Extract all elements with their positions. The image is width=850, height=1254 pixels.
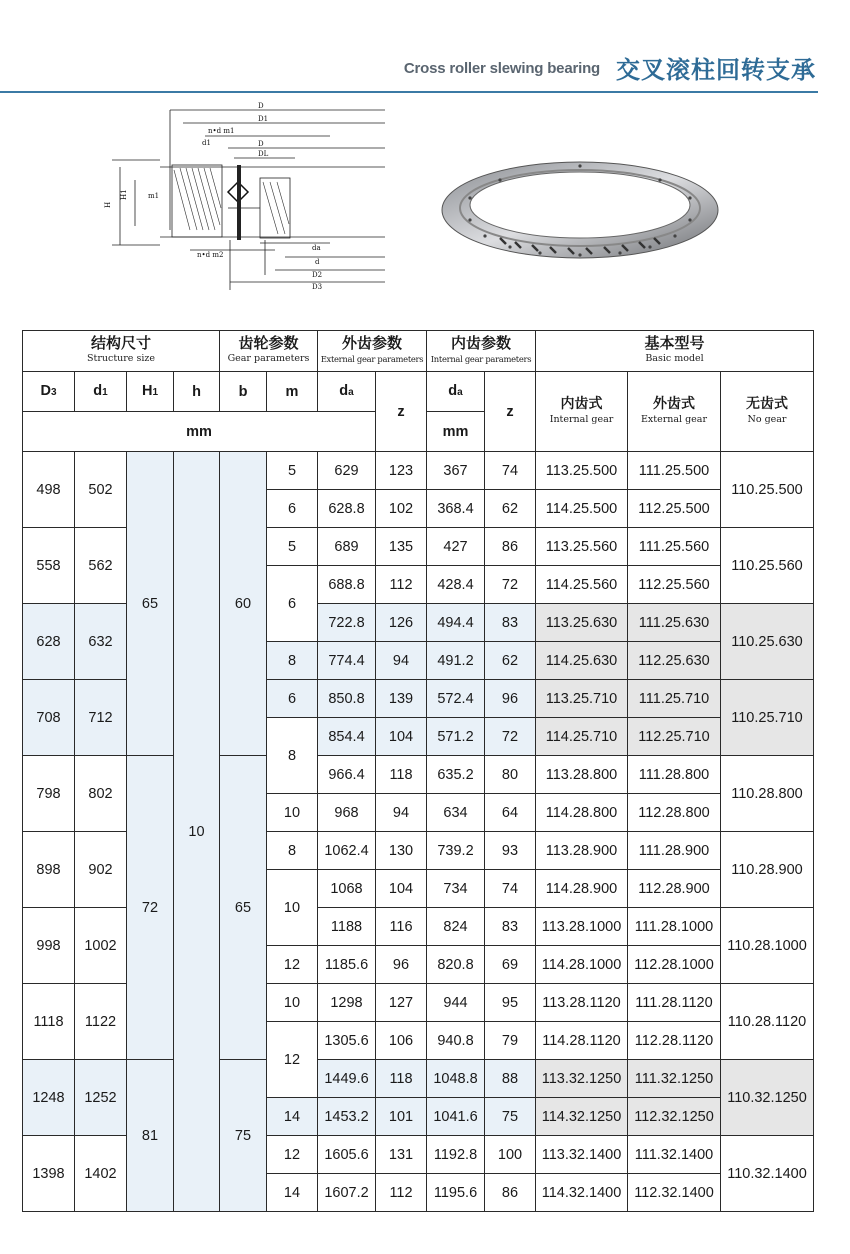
cell-m: 8: [267, 832, 318, 870]
cell-d1: 712: [75, 680, 127, 756]
cell-z-int: 96: [485, 680, 536, 718]
cell-external-model: 111.32.1400: [628, 1136, 721, 1174]
group-basic-model: [536, 331, 814, 372]
cell-d1: 502: [75, 452, 127, 528]
cell-nogear-model: 110.28.1120: [721, 984, 814, 1060]
cell-internal-model: 113.28.800: [536, 756, 628, 794]
cell-external-model: 111.25.500: [628, 452, 721, 490]
cell-D3: 708: [23, 680, 75, 756]
cell-internal-model: 113.28.1000: [536, 908, 628, 946]
cell-nogear-model: 110.25.500: [721, 452, 814, 528]
cell-da-ext: 1188: [318, 908, 376, 946]
cell-internal-model: 113.28.900: [536, 832, 628, 870]
cell-internal-model: 114.25.500: [536, 490, 628, 528]
cell-external-model: 111.28.900: [628, 832, 721, 870]
cell-da-ext: 688.8: [318, 566, 376, 604]
cell-external-model: 112.25.710: [628, 718, 721, 756]
cell-external-model: 112.25.560: [628, 566, 721, 604]
cell-m: 14: [267, 1174, 318, 1212]
cell-z-ext: 116: [376, 908, 427, 946]
cell-d1: 1122: [75, 984, 127, 1060]
svg-text:D: D: [258, 140, 264, 148]
sym-sub: a: [348, 386, 354, 398]
cell-nogear-model: 110.28.800: [721, 756, 814, 832]
cell-da-ext: 1453.2: [318, 1098, 376, 1136]
cross-section-drawing: [100, 100, 390, 300]
group-cn: 内齿参数: [450, 334, 511, 352]
cell-internal-model: 114.28.1120: [536, 1022, 628, 1060]
cell-internal-model: 114.25.630: [536, 642, 628, 680]
sym-sub: 1: [152, 386, 159, 398]
svg-text:H: H: [104, 201, 112, 208]
cell-d1: 1402: [75, 1136, 127, 1212]
sym-sub: 1: [102, 386, 108, 398]
cell-z-int: 64: [485, 794, 536, 832]
cell-da-ext: 689: [318, 528, 376, 566]
group-structure-size: [23, 331, 220, 372]
cell-d1: 562: [75, 528, 127, 604]
cell-z-ext: 96: [376, 946, 427, 984]
cell-da-ext: 774.4: [318, 642, 376, 680]
col-z-int: z: [485, 372, 536, 452]
cell-da-ext: 854.4: [318, 718, 376, 756]
cell-z-int: 83: [485, 908, 536, 946]
cell-m: 10: [267, 984, 318, 1022]
col-no-gear: [721, 372, 814, 452]
model-en: External gear: [640, 413, 708, 425]
cell-nogear-model: 110.32.1250: [721, 1060, 814, 1136]
cell-nogear-model: 110.28.1000: [721, 908, 814, 984]
cell-external-model: 111.28.1000: [628, 908, 721, 946]
group-gear-parameters: [220, 331, 318, 372]
sym-main: d: [93, 382, 103, 399]
cell-internal-model: 113.28.1120: [536, 984, 628, 1022]
cell-nogear-model: 110.25.710: [721, 680, 814, 756]
cell-nogear-model: 110.25.560: [721, 528, 814, 604]
cell-internal-model: 113.25.710: [536, 680, 628, 718]
cell-m: 12: [267, 1022, 318, 1098]
cell-z-ext: 104: [376, 718, 427, 756]
cell-internal-model: 114.28.1000: [536, 946, 628, 984]
cell-m: 5: [267, 528, 318, 566]
cell-z-int: 75: [485, 1098, 536, 1136]
group-cn: 外齿参数: [341, 334, 402, 352]
model-cn: 外齿式: [653, 395, 695, 412]
bearing-photo: [440, 160, 720, 265]
cell-z-ext: 131: [376, 1136, 427, 1174]
cell-internal-model: 114.28.800: [536, 794, 628, 832]
cell-D3: 1248: [23, 1060, 75, 1136]
col-da-ext: [318, 372, 376, 412]
cell-z-ext: 104: [376, 870, 427, 908]
cell-da-ext: 966.4: [318, 756, 376, 794]
cell-da-ext: 1062.4: [318, 832, 376, 870]
cell-external-model: 112.28.1000: [628, 946, 721, 984]
cell-da-ext: 968: [318, 794, 376, 832]
cell-b: 65: [220, 756, 267, 1060]
cell-da-ext: 1298: [318, 984, 376, 1022]
sym-main: d: [448, 382, 458, 399]
cell-z-ext: 106: [376, 1022, 427, 1060]
cell-da-int: 635.2: [427, 756, 485, 794]
cell-da-ext: 1607.2: [318, 1174, 376, 1212]
group-cn: 基本型号: [644, 334, 705, 352]
cell-internal-model: 114.25.710: [536, 718, 628, 756]
col-H1: [127, 372, 174, 412]
cell-da-ext: 1449.6: [318, 1060, 376, 1098]
cell-z-ext: 102: [376, 490, 427, 528]
group-external-gear: [318, 331, 427, 372]
svg-text:m1: m1: [148, 192, 160, 200]
cell-D3: 798: [23, 756, 75, 832]
cell-external-model: 111.25.710: [628, 680, 721, 718]
group-en: Gear parameters: [227, 353, 310, 364]
cell-z-int: 79: [485, 1022, 536, 1060]
model-cn: 无齿式: [746, 395, 788, 412]
svg-text:H1: H1: [120, 189, 128, 200]
cell-internal-model: 114.25.560: [536, 566, 628, 604]
cell-da-ext: 1185.6: [318, 946, 376, 984]
cell-z-ext: 123: [376, 452, 427, 490]
cell-external-model: 112.32.1250: [628, 1098, 721, 1136]
cell-H1: 81: [127, 1060, 174, 1212]
cell-m: 14: [267, 1098, 318, 1136]
model-en: No gear: [747, 413, 787, 425]
cell-D3: 898: [23, 832, 75, 908]
cell-z-ext: 94: [376, 642, 427, 680]
cell-external-model: 112.25.500: [628, 490, 721, 528]
header-title-en: Cross roller slewing bearing: [403, 60, 600, 77]
cell-da-ext: 1305.6: [318, 1022, 376, 1060]
cell-D3: 498: [23, 452, 75, 528]
cell-internal-model: 113.25.500: [536, 452, 628, 490]
cell-internal-model: 114.32.1250: [536, 1098, 628, 1136]
table-row: [23, 452, 814, 490]
cell-nogear-model: 110.28.900: [721, 832, 814, 908]
cell-m: 12: [267, 946, 318, 984]
cell-z-ext: 130: [376, 832, 427, 870]
cell-z-int: 86: [485, 1174, 536, 1212]
cell-da-int: 1041.6: [427, 1098, 485, 1136]
svg-text:n•d m1: n•d m1: [208, 127, 235, 135]
unit-mm: mm: [23, 412, 376, 452]
cell-H1: 65: [127, 452, 174, 756]
col-d1: [75, 372, 127, 412]
cell-z-int: 62: [485, 642, 536, 680]
cell-D3: 998: [23, 908, 75, 984]
cell-z-int: 83: [485, 604, 536, 642]
cell-da-int: 1048.8: [427, 1060, 485, 1098]
cell-da-ext: 850.8: [318, 680, 376, 718]
cell-m: 12: [267, 1136, 318, 1174]
svg-text:D: D: [258, 102, 264, 110]
cell-d1: 802: [75, 756, 127, 832]
cell-da-ext: 1068: [318, 870, 376, 908]
group-en: Structure size: [87, 353, 155, 364]
cell-da-ext: 1605.6: [318, 1136, 376, 1174]
group-cn: 结构尺寸: [90, 334, 151, 352]
cell-external-model: 112.32.1400: [628, 1174, 721, 1212]
cell-external-model: 112.28.1120: [628, 1022, 721, 1060]
sym-sub: 3: [50, 386, 57, 398]
cell-z-ext: 94: [376, 794, 427, 832]
cell-nogear-model: 110.25.630: [721, 604, 814, 680]
svg-text:d: d: [315, 258, 320, 266]
col-h: h: [174, 372, 220, 412]
cell-external-model: 112.28.900: [628, 870, 721, 908]
cell-z-int: 69: [485, 946, 536, 984]
cell-d1: 1002: [75, 908, 127, 984]
cell-D3: 1118: [23, 984, 75, 1060]
group-en: External gear parameters: [320, 354, 424, 364]
group-en: Internal gear parameters: [430, 354, 532, 364]
header-title-cn: 交叉滚柱回转支承: [616, 56, 816, 84]
cell-external-model: 112.25.630: [628, 642, 721, 680]
cell-nogear-model: 110.32.1400: [721, 1136, 814, 1212]
svg-text:D2: D2: [312, 271, 323, 279]
cell-H1: 72: [127, 756, 174, 1060]
cell-external-model: 111.28.1120: [628, 984, 721, 1022]
svg-text:DL: DL: [258, 150, 269, 158]
cell-z-ext: 118: [376, 756, 427, 794]
svg-text:d1: d1: [202, 139, 211, 147]
cell-z-ext: 139: [376, 680, 427, 718]
cell-b: 60: [220, 452, 267, 756]
cell-z-int: 74: [485, 452, 536, 490]
cell-external-model: 111.28.800: [628, 756, 721, 794]
cell-z-int: 100: [485, 1136, 536, 1174]
sym-main: H: [141, 382, 153, 399]
cell-da-ext: 628.8: [318, 490, 376, 528]
cell-internal-model: 113.25.630: [536, 604, 628, 642]
cell-d1: 632: [75, 604, 127, 680]
cell-da-int: 944: [427, 984, 485, 1022]
cell-z-ext: 112: [376, 566, 427, 604]
col-external-gear: [628, 372, 721, 452]
cell-z-ext: 126: [376, 604, 427, 642]
cell-da-int: 940.8: [427, 1022, 485, 1060]
cell-internal-model: 114.28.900: [536, 870, 628, 908]
cell-m: 8: [267, 642, 318, 680]
cell-internal-model: 113.25.560: [536, 528, 628, 566]
group-en: Basic model: [645, 353, 704, 364]
cell-da-int: 494.4: [427, 604, 485, 642]
group-cn: 齿轮参数: [238, 334, 299, 352]
cell-z-int: 74: [485, 870, 536, 908]
cell-da-int: 428.4: [427, 566, 485, 604]
unit-mm: mm: [427, 412, 485, 452]
table-row: [23, 756, 814, 794]
cell-m: 10: [267, 870, 318, 946]
col-z-ext: z: [376, 372, 427, 452]
cell-external-model: 111.32.1250: [628, 1060, 721, 1098]
cell-da-ext: 722.8: [318, 604, 376, 642]
cell-z-int: 95: [485, 984, 536, 1022]
header-rule: [0, 91, 818, 93]
cell-h: 10: [174, 452, 220, 1212]
group-internal-gear: [427, 331, 536, 372]
cell-da-int: 734: [427, 870, 485, 908]
svg-text:D3: D3: [312, 283, 323, 291]
cell-m: 5: [267, 452, 318, 490]
svg-text:da: da: [312, 244, 321, 252]
cell-z-int: 86: [485, 528, 536, 566]
cell-da-int: 367: [427, 452, 485, 490]
cell-m: 6: [267, 566, 318, 642]
cell-external-model: 112.28.800: [628, 794, 721, 832]
cell-z-ext: 112: [376, 1174, 427, 1212]
cell-da-int: 368.4: [427, 490, 485, 528]
cell-z-int: 62: [485, 490, 536, 528]
table-row: [23, 1060, 814, 1098]
cell-z-int: 88: [485, 1060, 536, 1098]
model-en: Internal gear: [549, 413, 614, 425]
cell-da-int: 427: [427, 528, 485, 566]
cell-internal-model: 114.32.1400: [536, 1174, 628, 1212]
cell-internal-model: 113.32.1400: [536, 1136, 628, 1174]
cell-da-int: 1192.8: [427, 1136, 485, 1174]
cell-z-int: 72: [485, 718, 536, 756]
cell-da-int: 739.2: [427, 832, 485, 870]
col-D3: [23, 372, 75, 412]
symbol-header-row: [23, 372, 814, 412]
cell-z-int: 72: [485, 566, 536, 604]
cell-z-int: 93: [485, 832, 536, 870]
cell-da-int: 820.8: [427, 946, 485, 984]
sym-main: d: [339, 382, 349, 399]
cell-D3: 628: [23, 604, 75, 680]
cell-external-model: 111.25.560: [628, 528, 721, 566]
cell-z-ext: 127: [376, 984, 427, 1022]
cell-da-int: 824: [427, 908, 485, 946]
cell-z-ext: 135: [376, 528, 427, 566]
cell-D3: 1398: [23, 1136, 75, 1212]
svg-text:n•d m2: n•d m2: [197, 251, 224, 259]
cell-m: 6: [267, 680, 318, 718]
cell-internal-model: 113.32.1250: [536, 1060, 628, 1098]
cell-D3: 558: [23, 528, 75, 604]
cell-m: 10: [267, 794, 318, 832]
cell-da-int: 1195.6: [427, 1174, 485, 1212]
cell-da-int: 491.2: [427, 642, 485, 680]
col-internal-gear: [536, 372, 628, 452]
page-header: [0, 0, 850, 96]
group-header-row: [23, 331, 814, 372]
cell-m: 8: [267, 718, 318, 794]
col-b: b: [220, 372, 267, 412]
cell-d1: 1252: [75, 1060, 127, 1136]
cell-d1: 902: [75, 832, 127, 908]
sym-sub: a: [457, 386, 463, 398]
bearing-spec-table: [22, 330, 814, 1212]
col-m: m: [267, 372, 318, 412]
cell-da-int: 571.2: [427, 718, 485, 756]
cell-b: 75: [220, 1060, 267, 1212]
cell-da-int: 572.4: [427, 680, 485, 718]
col-da-int: [427, 372, 485, 412]
svg-text:D1: D1: [258, 115, 269, 123]
cell-z-ext: 101: [376, 1098, 427, 1136]
model-cn: 内齿式: [560, 395, 603, 412]
sym-main: D: [40, 382, 51, 399]
cell-z-ext: 118: [376, 1060, 427, 1098]
cell-da-int: 634: [427, 794, 485, 832]
cell-external-model: 111.25.630: [628, 604, 721, 642]
cell-z-int: 80: [485, 756, 536, 794]
cell-da-ext: 629: [318, 452, 376, 490]
cell-m: 6: [267, 490, 318, 528]
